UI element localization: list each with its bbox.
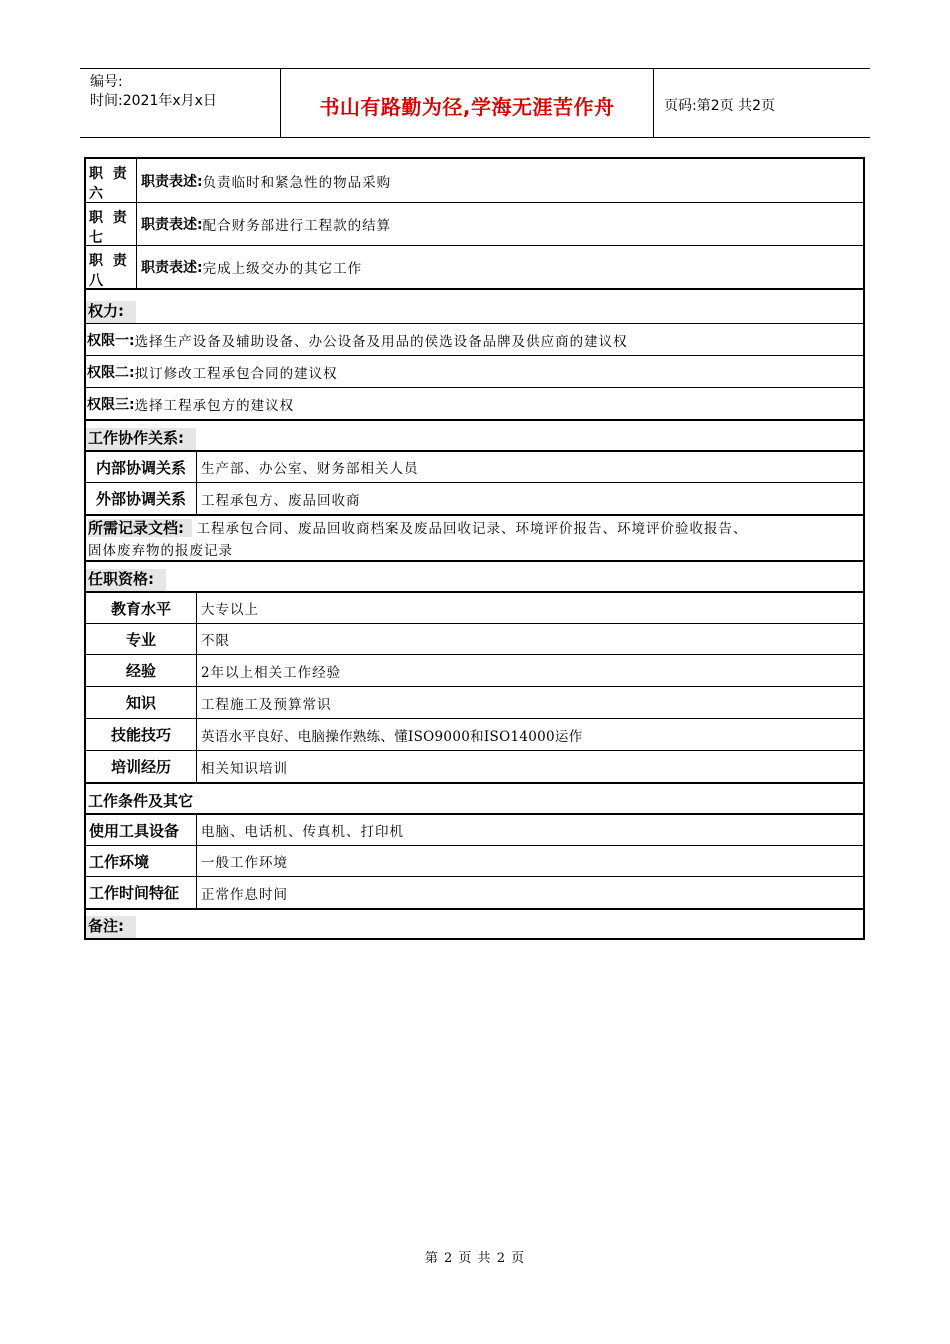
records-content — [86, 516, 747, 560]
page-footer: 第 2 页 共 2 页 — [424, 1251, 526, 1266]
header-motto: 书山有路勤为径,学海无涯苦作舟 — [280, 69, 654, 137]
notes-section — [86, 908, 863, 938]
cooperation-label: 内部协调关系 — [95, 458, 186, 477]
qualification-value: 英语水平良好、电脑操作熟练、懂ISO9000和ISO14000运作 — [196, 719, 863, 750]
notes-title: 备注: — [86, 916, 136, 938]
power-row-3 — [86, 387, 863, 419]
job-description-table — [84, 157, 865, 940]
power-item — [86, 388, 863, 419]
qualification-row — [86, 750, 863, 782]
qualification-row — [86, 718, 863, 750]
qualification-value: 不限 — [196, 624, 863, 654]
qualification-row — [86, 623, 863, 654]
responsibility-label: 职 责 七 — [89, 210, 127, 245]
cooperation-row-internal — [86, 450, 863, 482]
condition-label: 工作环境 — [89, 852, 150, 871]
condition-row — [86, 876, 863, 908]
qualification-label: 技能技巧 — [110, 726, 171, 744]
condition-label: 使用工具设备 — [89, 821, 180, 840]
section-title: 任职资格: — [86, 569, 166, 591]
responsibility-row-7 — [86, 202, 863, 245]
description-text: 配合财务部进行工程款的结算 — [202, 218, 392, 234]
qualification-row — [86, 591, 863, 623]
power-item — [86, 356, 863, 387]
qualification-value: 相关知识培训 — [196, 751, 863, 782]
power-item — [86, 324, 863, 355]
cooperation-value: 生产部、办公室、财务部相关人员 — [196, 452, 863, 482]
cooperation-section-heading — [86, 419, 863, 450]
description-label: 职责表述: — [141, 173, 203, 190]
qualification-value: 工程施工及预算常识 — [196, 687, 863, 718]
condition-label: 工作时间特征 — [89, 884, 180, 902]
description-label: 职责表述: — [141, 260, 203, 276]
power-text: 拟订修改工程承包合同的建议权 — [134, 365, 338, 382]
qualification-row — [86, 654, 863, 686]
power-section-heading — [86, 288, 863, 323]
description-label: 职责表述: — [141, 217, 203, 233]
power-text: 选择工程承包方的建议权 — [134, 397, 295, 414]
qualifications-section-heading — [86, 560, 863, 591]
responsibility-description — [136, 159, 863, 202]
power-label: 权限一: — [87, 332, 135, 349]
responsibility-label: 职 责 六 — [89, 166, 127, 202]
qualification-label: 专业 — [125, 630, 156, 649]
records-text-line1: 工程承包合同、废品回收商档案及废品回收记录、环境评价报告、环境评价验收报告、 — [196, 521, 748, 537]
condition-row — [86, 813, 863, 845]
records-text-line2: 固体废弃物的报废记录 — [88, 543, 233, 559]
condition-row — [86, 845, 863, 876]
qualification-value: 大专以上 — [196, 593, 863, 623]
document-time-label: 时间:2021年x月x日 — [90, 93, 217, 109]
qualification-row — [86, 686, 863, 718]
responsibility-label: 职 责 八 — [89, 253, 127, 288]
responsibility-row-6 — [86, 159, 863, 202]
power-label: 权限二: — [87, 364, 135, 381]
description-text: 负责临时和紧急性的物品采购 — [202, 174, 392, 191]
responsibility-row-8 — [86, 245, 863, 288]
header-page-number: 页码:第2页 共2页 — [664, 98, 775, 114]
qualification-label: 知识 — [125, 694, 156, 712]
qualification-label: 教育水平 — [110, 599, 171, 618]
qualification-label: 培训经历 — [110, 758, 171, 776]
page-header — [80, 68, 870, 138]
records-label: 所需记录文档: — [88, 519, 192, 537]
power-row-1 — [86, 323, 863, 355]
section-title: 工作协作关系: — [86, 428, 196, 450]
power-label: 权限三: — [87, 396, 135, 413]
qualification-label: 经验 — [125, 662, 156, 680]
section-title: 工作条件及其它 — [88, 792, 194, 810]
conditions-section-heading — [86, 782, 863, 813]
power-text: 选择生产设备及辅助设备、办公设备及用品的侯选设备品牌及供应商的建议权 — [134, 333, 628, 350]
qualification-value: 2年以上相关工作经验 — [196, 655, 863, 686]
document-number-label: 编号: — [90, 74, 123, 90]
cooperation-label: 外部协调关系 — [95, 490, 186, 508]
responsibility-description — [136, 203, 863, 245]
condition-value: 电脑、电话机、传真机、打印机 — [196, 815, 863, 845]
power-row-2 — [86, 355, 863, 387]
header-meta — [80, 69, 280, 137]
condition-value: 一般工作环境 — [196, 846, 863, 876]
condition-value: 正常作息时间 — [196, 877, 863, 908]
records-row — [86, 514, 863, 560]
responsibility-description — [136, 246, 863, 288]
cooperation-value: 工程承包方、废品回收商 — [196, 483, 863, 514]
section-title: 权力: — [86, 301, 136, 323]
cooperation-row-external — [86, 482, 863, 514]
description-text: 完成上级交办的其它工作 — [202, 261, 363, 277]
